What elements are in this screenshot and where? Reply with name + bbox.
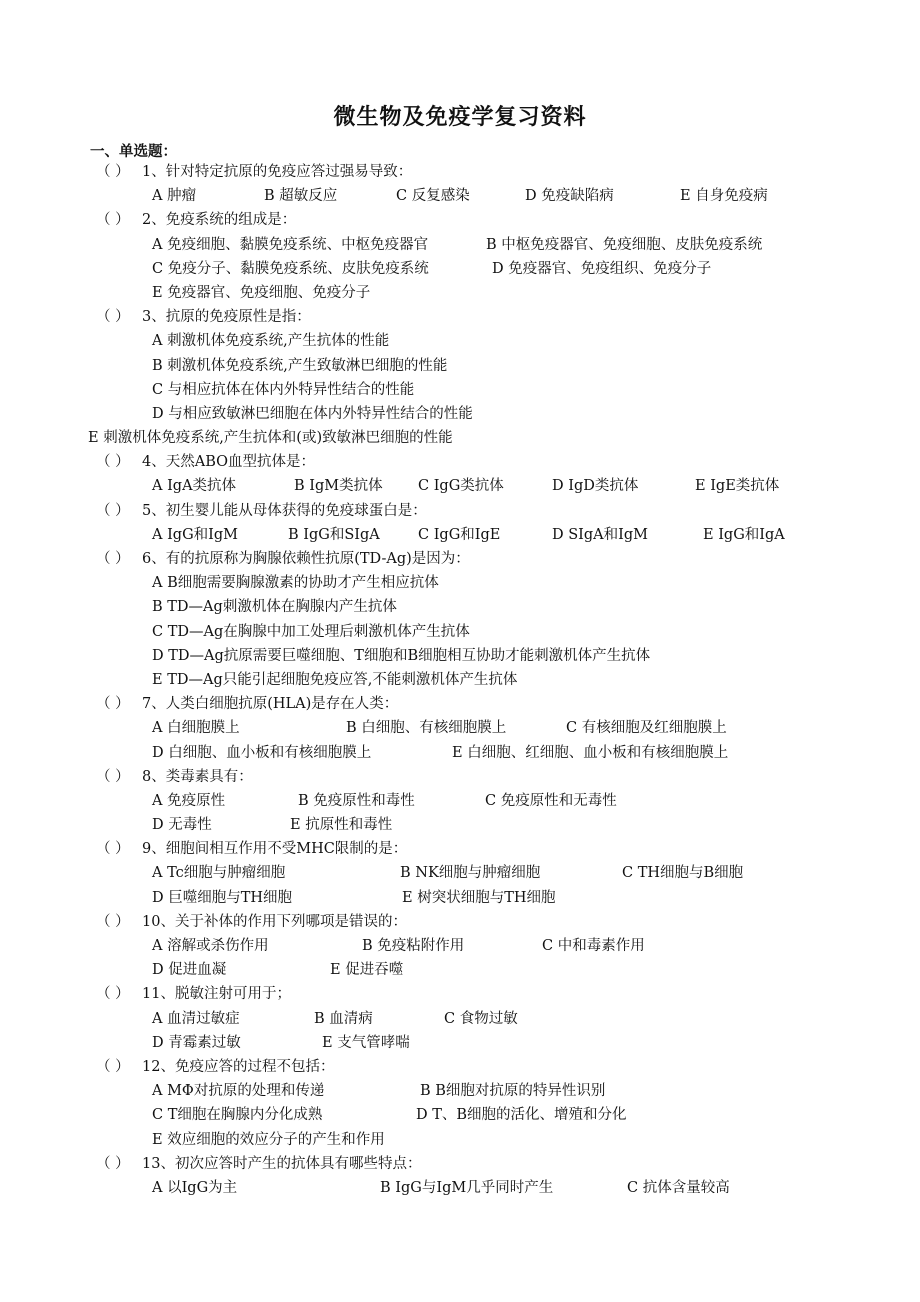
option-row: [0, 257, 920, 281]
option-B: B 超敏反应: [264, 188, 338, 205]
option-C: C 食物过敏: [444, 1010, 518, 1027]
option-B: B NK细胞与肿瘤细胞: [400, 865, 541, 882]
option-B: E 支气管哮喘: [322, 1034, 410, 1051]
option-B: D T、B细胞的活化、增殖和分化: [416, 1107, 627, 1124]
option-row: [0, 958, 920, 982]
question-text: 10、关于补体的作用下列哪项是错误的：: [142, 913, 407, 930]
option-row: [0, 329, 920, 353]
option-A: A Tc细胞与肿瘤细胞: [152, 865, 286, 882]
option-row: [0, 789, 920, 813]
option-row: [0, 1007, 920, 1031]
option-row: [0, 934, 920, 958]
question-text: 1、针对特定抗原的免疫应答过强易导致：: [142, 164, 413, 180]
option-row: [0, 1128, 920, 1152]
option-A: B 刺激机体免疫系统,产生致敏淋巴细胞的性能: [152, 357, 448, 374]
option-row: [0, 668, 920, 692]
option-A: D TD—Ag抗原需要巨噬细胞、T细胞和B细胞相互协助才能刺激机体产生抗体: [152, 647, 651, 664]
option-B: E 促进吞噬: [330, 962, 404, 979]
option-E: E IgE类抗体: [695, 478, 780, 495]
option-row: [0, 571, 920, 595]
answer-blank: （ ）: [96, 551, 130, 567]
option-C: C 有核细胞及红细胞膜上: [566, 720, 727, 737]
question-2: [0, 208, 920, 232]
option-A: A 刺激机体免疫系统,产生抗体的性能: [152, 333, 390, 350]
option-row: [0, 474, 920, 498]
option-A: C T细胞在胸腺内分化成熟: [152, 1107, 323, 1124]
option-A: C TD—Ag在胸腺中加工处理后刺激机体产生抗体: [152, 623, 470, 640]
option-A: E 效应细胞的效应分子的产生和作用: [152, 1131, 385, 1148]
option-A: A 血清过敏症: [152, 1010, 240, 1027]
question-11: [0, 982, 920, 1006]
option-A: A B细胞需要胸腺激素的协助才产生相应抗体: [152, 575, 439, 592]
answer-blank: （ ）: [96, 164, 130, 180]
option-C: C 抗体含量较高: [627, 1179, 730, 1196]
option-E: E 自身免疫病: [680, 188, 768, 205]
option-row: [0, 426, 920, 450]
option-D: D SIgA和IgM: [552, 526, 649, 543]
option-row: [0, 741, 920, 765]
option-C: C IgG类抗体: [418, 478, 504, 495]
option-A: D 与相应致敏淋巴细胞在体内外特异性结合的性能: [152, 405, 473, 422]
option-row: [0, 402, 920, 426]
option-row: [0, 281, 920, 305]
option-A: A 免疫原性: [152, 792, 226, 809]
option-A: A 以IgG为主: [152, 1179, 238, 1196]
option-row: [0, 1031, 920, 1055]
option-row: [0, 716, 920, 740]
question-text: 6、有的抗原称为胸腺依赖性抗原(TD-Ag)是因为：: [142, 551, 470, 567]
answer-blank: （ ）: [96, 309, 130, 326]
option-A: E 免疫器官、免疫细胞、免疫分子: [152, 284, 371, 301]
question-text: 13、初次应答时产生的抗体具有哪些特点：: [142, 1155, 422, 1172]
option-A: A 肿瘤: [152, 188, 197, 205]
question-3: [0, 305, 920, 329]
option-row: [0, 1079, 920, 1103]
option-row: [0, 595, 920, 619]
question-list: [0, 160, 920, 1200]
question-8: [0, 765, 920, 789]
option-A: B TD—Ag刺激机体在胸腺内产生抗体: [152, 599, 397, 616]
answer-blank: （ ）: [96, 502, 130, 519]
document-title: 微生物及免疫学复习资料: [333, 105, 587, 130]
question-7: [0, 692, 920, 716]
option-B: B 白细胞、有核细胞膜上: [346, 720, 507, 737]
option-B: B 免疫粘附作用: [362, 938, 465, 954]
option-B: B IgM类抗体: [294, 478, 383, 495]
option-A: C 免疫分子、黏膜免疫系统、皮肤免疫系统: [152, 260, 429, 277]
answer-blank: （ ）: [96, 696, 130, 713]
question-9: [0, 837, 920, 861]
question-text: 12、免疫应答的过程不包括：: [142, 1058, 335, 1075]
option-A: A 白细胞膜上: [152, 720, 240, 737]
option-row: [0, 644, 920, 668]
question-text: 4、天然ABO血型抗体是：: [142, 454, 316, 471]
option-B: B IgG与IgM几乎同时产生: [380, 1179, 554, 1196]
option-E: E 刺激机体免疫系统,产生抗体和(或)致敏淋巴细胞的性能: [88, 430, 453, 447]
option-B: E 白细胞、红细胞、血小板和有核细胞膜上: [452, 744, 729, 761]
option-row: [0, 620, 920, 644]
option-row: [0, 861, 920, 885]
option-row: [0, 233, 920, 257]
option-C: C 免疫原性和无毒性: [485, 792, 617, 809]
answer-blank: （ ）: [96, 454, 130, 471]
question-text: 5、初生婴儿能从母体获得的免疫球蛋白是：: [142, 502, 427, 519]
option-B: D 免疫器官、免疫组织、免疫分子: [492, 260, 712, 277]
question-text: 8、类毒素具有：: [142, 768, 253, 785]
answer-blank: （ ）: [96, 1058, 130, 1075]
option-row: [0, 354, 920, 378]
option-A: A IgG和IgM: [152, 526, 239, 543]
question-10: [0, 910, 920, 934]
answer-blank: （ ）: [96, 1155, 130, 1172]
option-A: A 溶解或杀伤作用: [152, 938, 269, 954]
option-D: D 免疫缺陷病: [525, 188, 614, 205]
option-A: E TD—Ag只能引起细胞免疫应答,不能刺激机体产生抗体: [152, 671, 518, 688]
option-A: D 青霉素过敏: [152, 1034, 241, 1051]
question-text: 2、免疫系统的组成是：: [142, 212, 297, 229]
question-4: [0, 450, 920, 474]
option-B: B B细胞对抗原的特异性识别: [420, 1083, 606, 1100]
option-A: C 与相应抗体在体内外特异性结合的性能: [152, 381, 415, 398]
option-A: A 免疫细胞、黏膜免疫系统、中枢免疫器官: [152, 236, 429, 253]
option-row: [0, 378, 920, 402]
option-C: C 中和毒素作用: [542, 938, 645, 954]
option-B: B IgG和SIgA: [288, 526, 380, 543]
option-A: D 无毒性: [152, 817, 212, 834]
option-B: E 抗原性和毒性: [290, 817, 393, 834]
option-row: [0, 184, 920, 208]
answer-blank: （ ）: [96, 913, 130, 930]
option-row: [0, 1103, 920, 1127]
option-B: E 树突状细胞与TH细胞: [402, 889, 556, 906]
option-A: D 巨噬细胞与TH细胞: [152, 889, 293, 906]
question-text: 3、抗原的免疫原性是指：: [142, 309, 311, 326]
answer-blank: （ ）: [96, 212, 130, 229]
option-row: [0, 886, 920, 910]
option-A: A MΦ对抗原的处理和传递: [152, 1083, 325, 1100]
option-B: B 血清病: [314, 1010, 373, 1027]
question-text: 9、细胞间相互作用不受MHC限制的是：: [142, 841, 408, 858]
option-B: B 免疫原性和毒性: [298, 792, 415, 809]
option-C: C TH细胞与B细胞: [622, 865, 744, 882]
question-13: [0, 1152, 920, 1176]
option-D: D IgD类抗体: [552, 478, 639, 495]
question-1: [0, 160, 920, 184]
answer-blank: （ ）: [96, 841, 130, 858]
question-text: 11、脱敏注射可用于；: [142, 986, 291, 1003]
answer-blank: （ ）: [96, 768, 130, 785]
question-12: [0, 1055, 920, 1079]
question-5: [0, 499, 920, 523]
option-C: C IgG和IgE: [418, 526, 501, 543]
option-C: C 反复感染: [396, 188, 470, 205]
option-row: [0, 523, 920, 547]
option-row: [0, 1176, 920, 1200]
option-E: E IgG和IgA: [703, 526, 785, 543]
question-6: [0, 547, 920, 571]
option-A: D 白细胞、血小板和有核细胞膜上: [152, 744, 372, 761]
option-A: D 促进血凝: [152, 962, 227, 979]
option-B: B 中枢免疫器官、免疫细胞、皮肤免疫系统: [486, 236, 763, 253]
option-A: A IgA类抗体: [152, 478, 237, 495]
question-text: 7、人类白细胞抗原(HLA)是存在人类：: [142, 696, 399, 713]
section-heading: 一、单选题：: [90, 144, 177, 160]
option-row: [0, 813, 920, 837]
answer-blank: （ ）: [96, 986, 130, 1003]
